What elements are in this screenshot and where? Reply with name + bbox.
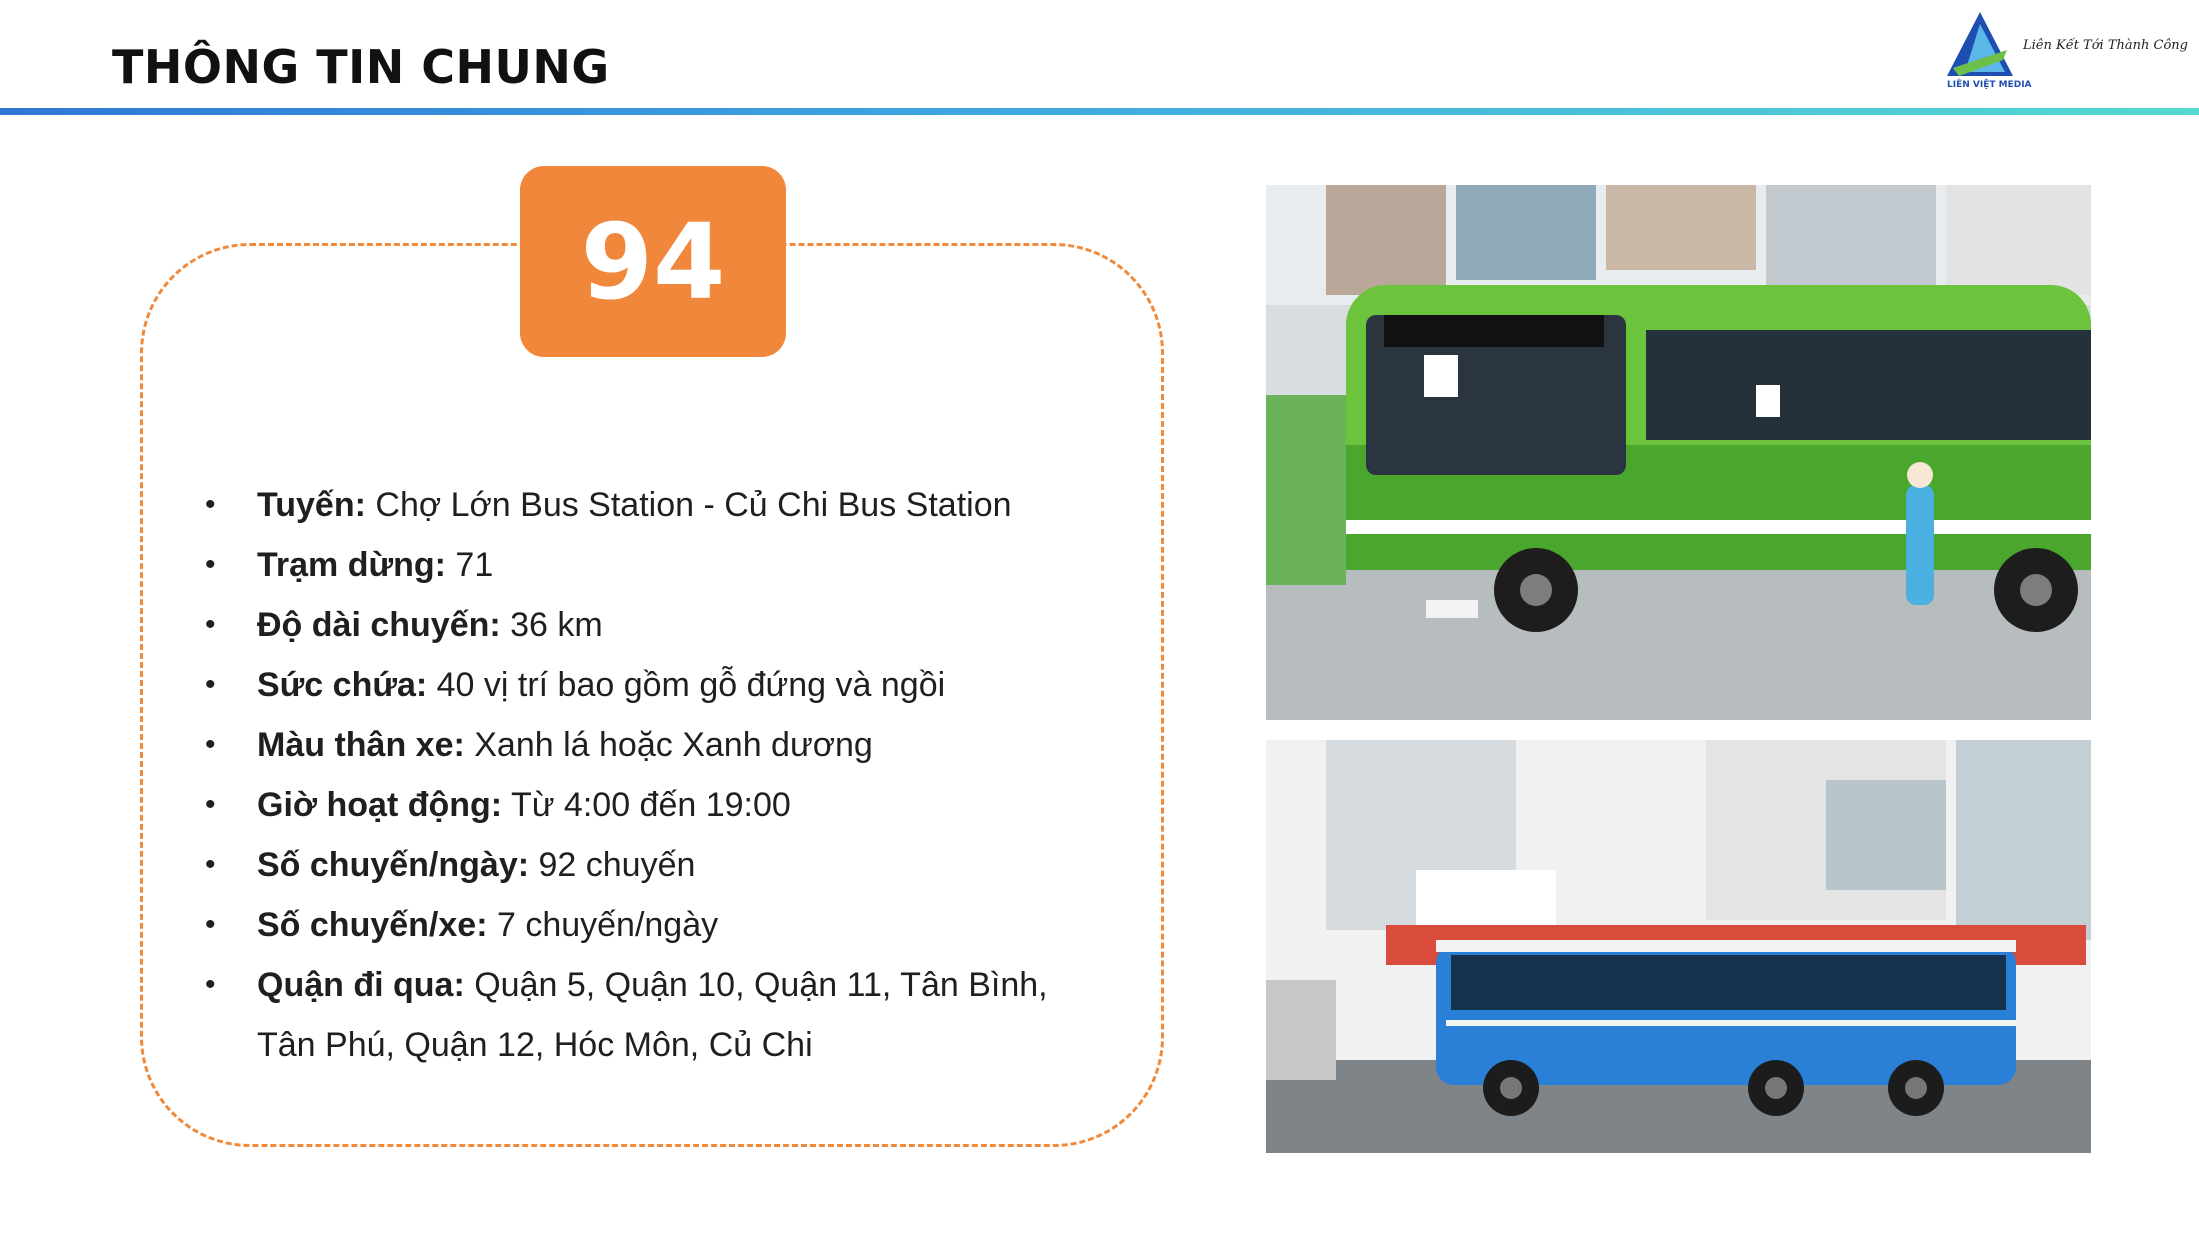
info-districts	[205, 955, 1095, 1075]
green-bus-photo	[1266, 185, 2091, 720]
info-value: 92 chuyến	[529, 846, 696, 884]
info-capacity	[205, 655, 1095, 715]
info-label: Sức chứa:	[257, 666, 428, 704]
header-divider	[0, 108, 2199, 115]
info-value: Xanh lá hoặc Xanh dương	[464, 726, 873, 764]
route-number: 94	[580, 200, 726, 323]
info-value: Chợ Lớn Bus Station - Củ Chi Bus Station	[365, 486, 1012, 524]
company-logo	[1945, 10, 2195, 100]
info-label: Quận đi qua:	[257, 966, 465, 1004]
info-label: Giờ hoạt động:	[257, 786, 503, 824]
info-label: Trạm dừng:	[257, 546, 446, 584]
logo-tagline: Liên Kết Tới Thành Công	[2023, 38, 2188, 53]
logo-name: LIÊN VIỆT MEDIA	[1947, 80, 2032, 90]
info-body-color	[205, 715, 1095, 775]
info-value: Từ 4:00 đến 19:00	[502, 786, 791, 824]
info-value: 36 km	[500, 606, 603, 644]
info-value: Quận 5, Quận 10, Quận 11, Tân Bình, Tân Phú, Quận 12, Hóc Môn, Củ Chi	[257, 966, 1048, 1064]
page-title: THÔNG TIN CHUNG	[112, 40, 610, 94]
info-value: 40 vị trí bao gồm gỗ đứng và ngồi	[427, 666, 946, 704]
info-label: Độ dài chuyến:	[257, 606, 501, 644]
info-trips-per-bus	[205, 895, 1095, 955]
blue-bus-photo	[1266, 740, 2091, 1153]
info-label: Màu thân xe:	[257, 726, 465, 764]
info-trips-per-day	[205, 835, 1095, 895]
info-label: Số chuyến/xe:	[257, 906, 488, 944]
info-value: 7 chuyến/ngày	[487, 906, 719, 944]
info-length	[205, 595, 1095, 655]
info-value: 71	[445, 546, 494, 584]
route-info-list	[205, 475, 1095, 1075]
info-label: Tuyến:	[257, 486, 366, 524]
logo-mark-icon	[1945, 10, 2015, 82]
info-stops	[205, 535, 1095, 595]
info-label: Số chuyến/ngày:	[257, 846, 530, 884]
route-number-badge	[520, 166, 786, 357]
info-route	[205, 475, 1095, 535]
info-hours	[205, 775, 1095, 835]
